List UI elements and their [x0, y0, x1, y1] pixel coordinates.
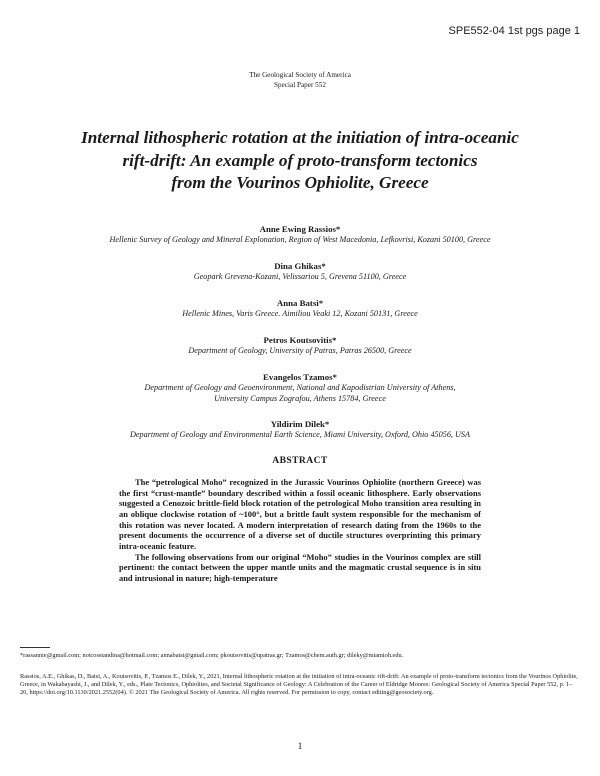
author-list [30, 224, 570, 456]
author-name: Anna Batsi* [276, 298, 324, 308]
footnote-divider [20, 647, 50, 648]
abstract-paragraph: The “petrological Moho” recognized in the Jurassic Vourinos Ophiolite (northern Greece) was the first “crust-mantle” boundary described within a fossil oceanic lithosphere. Early observations suggested a Cenozoic brittle-field block rotation of the petrological Moho transition area resulting in an oblique clockwise rotation of ~100°, but a brittle fault system responsible for the mechanism of this rotation was never located. A modern interpretation of research dating from the 1960s to the present documents the occurrence of a diverse set of ductile structures overprinting this primary intra-oceanic feature. [119, 477, 481, 551]
abstract-paragraph: The following observations from our original “Moho” studies in the Vourinos complex are still pertinent: the contact between the upper mantle units and the magmatic crustal sequence is in situ and intrusional in nature; high-temperature [119, 551, 481, 583]
author-block [30, 335, 570, 372]
author-affiliation: Geopark Grevena-Kozani, Velissariou 5, Grevena 51100, Greece [193, 272, 407, 281]
email-footnote: *rassannie@gmail.com; notcosstandina@hotmail.com; annabatsi@gmail.com; pkoutsovitis@upatras.gr; Tzamos@chem.auth.gr; dileky@miamioh.edu. [20, 652, 404, 659]
author-affiliation: Department of Geology and Geoenvironment, National and Kapodistrian University of Athens, [144, 383, 456, 392]
author-block [30, 419, 570, 456]
author-affiliation: Department of Geology, University of Patras, Patras 26500, Greece [188, 346, 412, 355]
author-name: Petros Koutsovitis* [263, 335, 337, 345]
abstract-heading: ABSTRACT [272, 455, 328, 466]
title-line: from the Vourinos Ophiolite, Greece [171, 173, 429, 192]
author-block [30, 261, 570, 298]
society-name: The Geological Society of America [249, 71, 351, 79]
title-line: rift-drift: An example of proto-transform tectonics [122, 150, 478, 170]
author-block [30, 372, 570, 419]
series-info [0, 71, 600, 90]
author-name: Evangelos Tzamos* [263, 372, 337, 382]
abstract-body [119, 477, 481, 584]
series-name: Special Paper 552 [274, 80, 326, 89]
proof-header: SPE552-04 1st pgs page 1 [448, 25, 580, 37]
author-name: Anne Ewing Rassios* [259, 224, 341, 234]
author-affiliation: University Campus Zografou, Athens 15784, Greece [214, 393, 386, 403]
author-affiliation: Hellenic Survey of Geology and Mineral Explonation, Region of West Macedonia, Lefkovrisi, Kozani 50100, Greece [109, 235, 491, 244]
citation-block: Rassios, A.E., Ghikas, D., Batsi, A., Koutsovitis, P., Tzamos E., Dilek, Y., 2021, Internal lithospheric rotation at the initiation of intra-oceanic rift-drift: An example of proto-transform tectonics from the Vourinos Ophiolite, Greece, in Wakabayashi, J., and Dilek, Y., eds., Plate Tectonics, Ophiolites, and Societal Significance of Geology: A Celebration of the Career of Eldridge Moores: Geological Society of America Special Paper 552, p. 1–20, https://doi.org/10.1130/2021.2552(04). © 2021 The Geological Society of America. All rights reserved. For permission to copy, contact editing@geosociety.org. [20, 673, 578, 697]
author-name: Yildirim Dilek* [270, 419, 330, 429]
paper-title [60, 127, 540, 195]
author-name: Dina Ghikas* [274, 261, 326, 271]
page-number: 1 [297, 742, 303, 752]
author-affiliation: Department of Geology and Environmental Earth Science, Miami University, Oxford, Ohio 45056, USA [129, 430, 471, 439]
author-affiliation: Hellenic Mines, Varis Greece. Aimiliou Veaki 12, Kozani 50131, Greece [182, 309, 418, 318]
author-block [30, 298, 570, 335]
title-line: Internal lithospheric rotation at the initiation of intra-oceanic [81, 128, 519, 147]
author-block [30, 224, 570, 261]
